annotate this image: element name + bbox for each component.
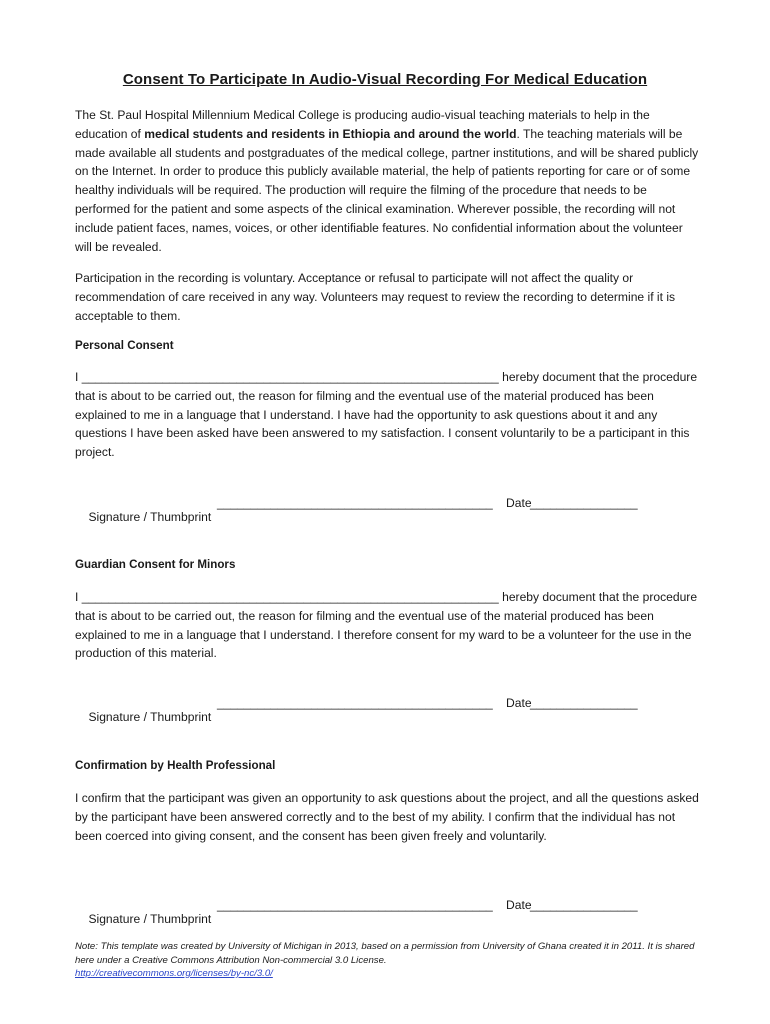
personal-consent-heading: Personal Consent <box>75 339 174 352</box>
date-field[interactable]: ________________ <box>530 696 638 710</box>
signature-field[interactable]: _________________________________________ <box>217 898 493 912</box>
license-link[interactable]: http://creativecommons.org/licenses/by-nc/3.0/ <box>75 968 273 979</box>
intro-text-a: The St. Paul Hospital Millennium Medical College is producing audio-visual teaching materials to help in the education of <box>75 108 650 141</box>
intro-text-bold: medical students and residents in Ethiopia and around the world <box>144 126 517 141</box>
date-field[interactable]: ________________ <box>530 898 638 912</box>
signature-field[interactable]: _________________________________________ <box>217 696 493 710</box>
professional-confirmation-heading: Confirmation by Health Professional <box>75 759 276 772</box>
date-label: Date <box>506 898 532 912</box>
date-field[interactable]: ________________ <box>530 496 638 510</box>
guardian-consent-heading: Guardian Consent for Minors <box>75 558 236 571</box>
participation-paragraph: Participation in the recording is voluntary. Acceptance or refusal to participate will not affect the quality or recommendation of care received in any way. Volunteers may request to review the recording to determine if it is acceptable to them. <box>75 271 676 323</box>
license-note-text: Note: This template was created by University of Michigan in 2013, based on a permission from University of Ghana created it in 2011. It is shared here under a Creative Commons Attribution Non-commercial 3.0 License. <box>75 941 695 966</box>
date-label: Date <box>506 696 532 710</box>
guardian-consent-text: I ______________________________________________________________ hereby document that the procedure that is about to be carried out, the reason for filming and the eventual use of the material produced has been explained to me in a language that I understand. I therefore consent for my ward to be a volunteer for the use in the production of this material. <box>75 590 698 661</box>
signature-field[interactable]: _________________________________________ <box>217 496 493 510</box>
professional-confirmation-text: I confirm that the participant was given an opportunity to ask questions about the project, and all the questions asked by the participant have been answered correctly and to the best of my ability. I confirm that the individual has not been coerced into giving consent, and the consent has been given freely and voluntarily. <box>75 791 699 843</box>
intro-paragraph <box>75 106 700 256</box>
signature-label: Signature / Thumbprint <box>88 510 212 524</box>
intro-text-b: . The teaching materials will be made available all students and postgraduates of the medical college, partner institutions, and will be shared publicly on the Internet. In order to produce this publicly available material, the help of patients reporting for care or of some healthy individuals will be required. The production will require the filming of the procedure that needs to be performed for the patient and some aspects of the clinical examination. Wherever possible, the recording will not include patient faces, names, voices, or other identifiable features. No confidential information about the volunteer will be revealed. <box>75 126 699 254</box>
personal-consent-text: I ______________________________________________________________ hereby document that the procedure that is about to be carried out, the reason for filming and the eventual use of the material produced has been explained to me in a language that I understand. I have had the opportunity to ask questions about it and any questions I have been asked have been answered to my satisfaction. I consent voluntarily to be a participant in this project. <box>75 370 698 460</box>
signature-label: Signature / Thumbprint <box>88 710 212 724</box>
signature-label: Signature / Thumbprint <box>88 912 212 926</box>
date-label: Date <box>506 496 532 510</box>
document-title: Consent To Participate In Audio-Visual Recording For Medical Education <box>122 71 648 88</box>
license-note <box>75 940 700 981</box>
